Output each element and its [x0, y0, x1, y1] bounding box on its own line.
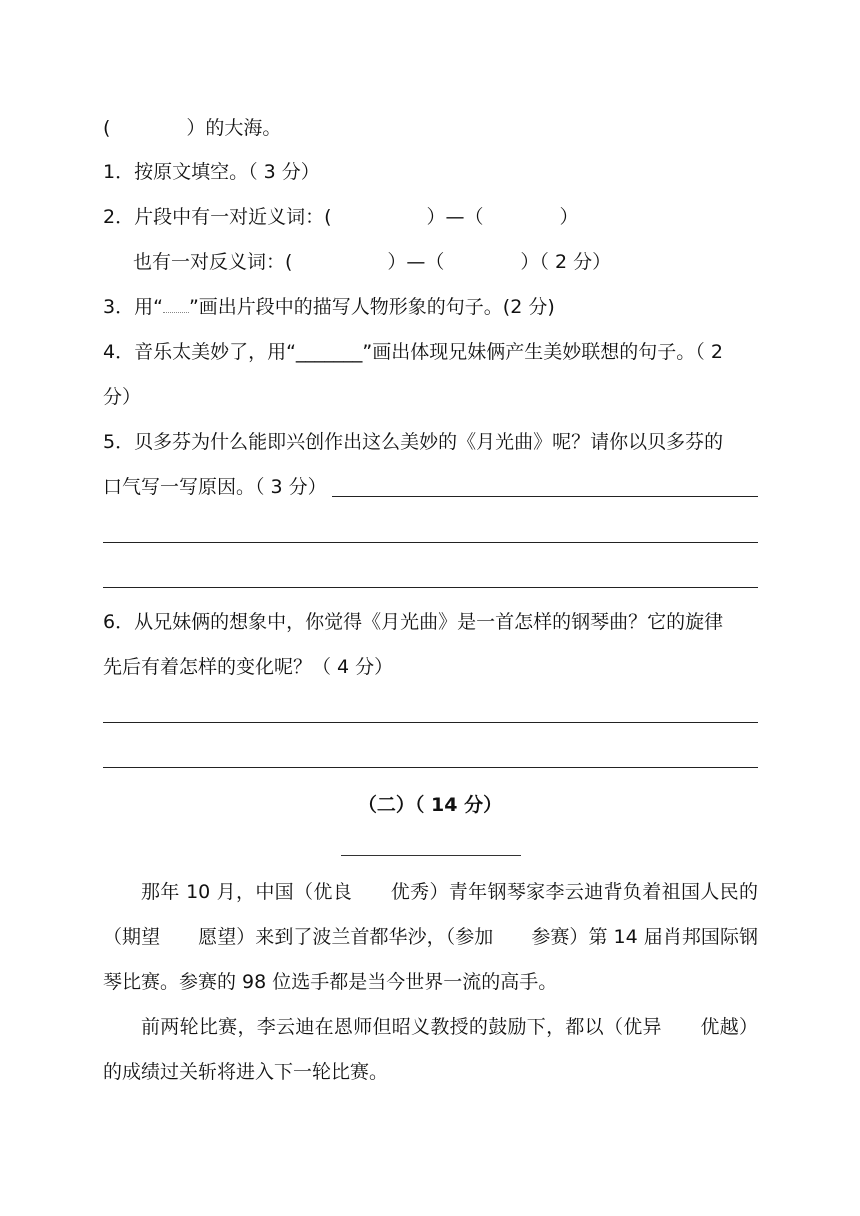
question-1: 1．按原文填空。（ 3 分） — [103, 161, 320, 183]
question-5-line-1: 5．贝多芬为什么能即兴创作出这么美妙的《月光曲》呢？请你以贝多芬的 — [103, 431, 724, 453]
answer-line-6b[interactable] — [103, 767, 758, 768]
answer-line-5a[interactable] — [332, 496, 758, 497]
answer-line-5c[interactable] — [103, 587, 758, 588]
top-line: ( ）的大海。 — [103, 117, 282, 139]
question-5-line-2: 口气写一写原因。（ 3 分） — [103, 476, 327, 498]
answer-line-5b[interactable] — [103, 542, 758, 543]
question-2-line-2: 也有一对反义词：( ）—（ ）（ 2 分） — [133, 251, 612, 273]
question-6-line-2: 先后有着怎样的变化呢？（ 4 分） — [103, 656, 394, 678]
question-2-line-1: 2．片段中有一对近义词：( ）—（ ） — [103, 206, 579, 228]
passage-title-blank[interactable] — [341, 855, 521, 856]
passage-paragraph-1: 那年 10 月，中国（优良 优秀）青年钢琴家李云迪背负着祖国人民的（期望 愿望）来到了波兰首都华沙，（参加 参赛）第 14 届肖邦国际钢琴比赛。参赛的 98 位选手都是当今世界一流的高手。 — [103, 881, 758, 993]
question-4-line-1: 4．音乐太美妙了，用“_______”画出体现兄妹俩产生美妙联想的句子。（ 2 — [103, 341, 723, 363]
question-4-line-2: 分） — [103, 386, 142, 408]
passage-paragraph-2: 前两轮比赛，李云迪在恩师但昭义教授的鼓励下，都以（优异 优越）的成绩过关斩将进入下一轮比赛。 — [103, 1016, 758, 1083]
question-3-suffix: ”画出片段中的描写人物形象的句子。(2 分) — [188, 296, 555, 318]
answer-line-6a[interactable] — [103, 722, 758, 723]
question-3 — [103, 295, 555, 319]
question-3-prefix: 3．用“ — [103, 296, 163, 318]
wavy-underline-sample — [163, 302, 189, 313]
question-6-line-1: 6．从兄妹俩的想象中，你觉得《月光曲》是一首怎样的钢琴曲？它的旋律 — [103, 611, 724, 633]
section-2-title: （二）（ 14 分） — [357, 794, 503, 816]
